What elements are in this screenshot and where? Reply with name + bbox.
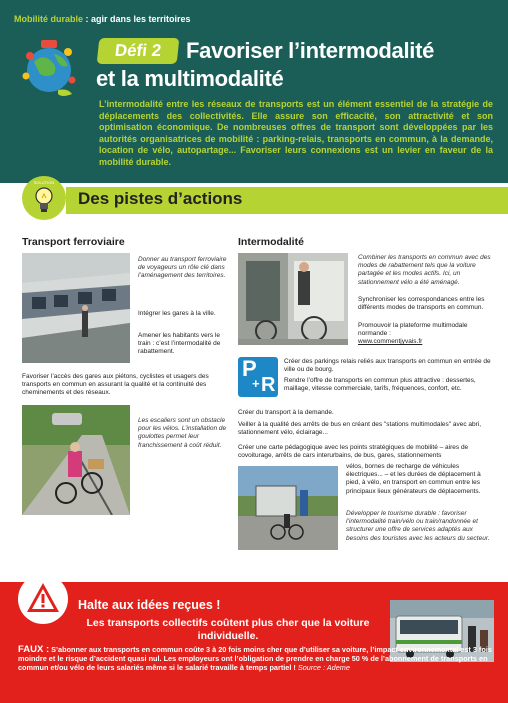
park-and-ride-icon: P + R — [238, 357, 278, 397]
warning-icon — [25, 581, 61, 615]
commentjyvais-link[interactable]: www.commentjyvais.fr — [358, 338, 423, 346]
bus-stop-photo — [238, 466, 338, 550]
intermodalite-text-5: Rendre l’offre de transports en commun plus attractive : dessertes, maillage, vitesse commerciale, tarifs, fréquences, confort, etc. — [284, 377, 476, 393]
kicker: Mobilité durable : agir dans les territoires — [14, 14, 191, 24]
ferroviaire-text-3: Amener les habitants vers le train : c’est l’intermodalité de rabattement. — [138, 332, 221, 356]
intermodalite-text-8a: Créer une carte pédagogique avec les points stratégiques de mobilité – aires de covoiturage, arrêts de cars interurbains, de bus, gares, stationnements — [238, 444, 469, 460]
intermodalite-text-9: Développer le tourisme durable : favoriser l’intermodalité train/vélo ou train/randonnée et structurer une offre de services adaptés aux besoins des touristes avec les acteurs du secteur. — [346, 510, 490, 542]
intermodalite-text-4: Créer des parkings relais reliés aux transports en commun en entrée de ville ou de bourg. — [284, 358, 491, 374]
bike-stairs-photo — [22, 405, 130, 515]
bulb-badge — [22, 176, 66, 220]
ferroviaire-text-4: Favoriser l’accès des gares aux piétons, cyclistes et usagers des transports en commun en assurant la qualité et la continuité des cheminements et des réseaux. — [22, 373, 209, 397]
intermodalite-text-2: Synchroniser les correspondances entre les différents modes de transports en commun. — [358, 296, 485, 312]
bike-parking-photo — [238, 253, 348, 345]
faux-paragraph: FAUX : S’abonner aux transports en commun coûte 3 à 20 fois moins cher que d’utiliser sa voiture, l’impact environnemental est 3 fois moindre et le risque d’accident quasi nul. Les employeurs ont l’obligation de prendre en charge 50 % de l’abonnement de transports en commun et/ou vélo de leurs salariés même si le salarié travaille à temps partiel ! Source : Ademe — [18, 644, 492, 673]
intro-paragraph: L’intermodalité entre les réseaux de transports est un élément essentiel de la stratégie de déplacements des collectivités. Elle assure son efficacité, son attractivité et son optimisation économique. De nombreuses offres de transport sont développées par les autorités organisatrices de mobilité : parking-relais, transports en commun, à la demande, location de vélo, autopartage... Favoriser leurs connexions est un levier en faveur de la mobilité durable. — [99, 99, 493, 167]
bulb-badge-label: SOLUTION — [33, 180, 55, 185]
section-title: Des pistes d’actions — [78, 189, 243, 208]
page-title-line2: et la multimodalité — [96, 66, 284, 91]
defi-badge: Défi 2 — [97, 38, 180, 64]
lightbulb-icon — [34, 186, 54, 214]
page-title-line1: Favoriser l’intermodalité — [186, 38, 435, 63]
intermodalite-text-3: Promouvoir la plateforme multimodale normande : www.commentjyvais.fr — [358, 322, 468, 346]
intermodalite-text-6: Créer du transport à la demande. — [238, 409, 334, 416]
globe-logo — [14, 32, 84, 102]
warning-badge — [18, 574, 68, 624]
intermodalite-text-8b: vélos, bornes de recharge de véhicules électriques... – et les durées de déplacement à pied, à vélo, en transport en commun entre les principaux lieux générateurs de déplacements. — [346, 463, 481, 495]
ferroviaire-text-2: Intégrer les gares à la ville. — [138, 310, 216, 317]
intermodalite-text-1: Combiner les transports en commun avec des modes de rabattement tels que la voiture partagée et les modes actifs. Ici, un stationnement vélo a été aménagé. — [358, 254, 491, 286]
intermodalite-text-7: Veiller à la qualité des arrêts de bus en créant des "stations multimodales" avec abri, stationnement vélo, éclairage... — [238, 421, 482, 437]
halte-title: Halte aux idées reçues ! — [78, 598, 221, 612]
intermodalite-heading: Intermodalité — [238, 236, 304, 248]
train-photo — [22, 253, 130, 363]
ferroviaire-caption: Les escaliers sont un obstacle pour les vélos. L’installation de goulottes permet leur franchissement à coût réduit. — [138, 417, 227, 449]
myth-statement: Les transports collectifs coûtent plus cher que la voiture individuelle. — [86, 617, 370, 642]
ferroviaire-text-1: Donner au transport ferroviaire de voyageurs un rôle clé dans l’aménagement des territoires. — [138, 256, 227, 280]
ferroviaire-heading: Transport ferroviaire — [22, 236, 125, 248]
